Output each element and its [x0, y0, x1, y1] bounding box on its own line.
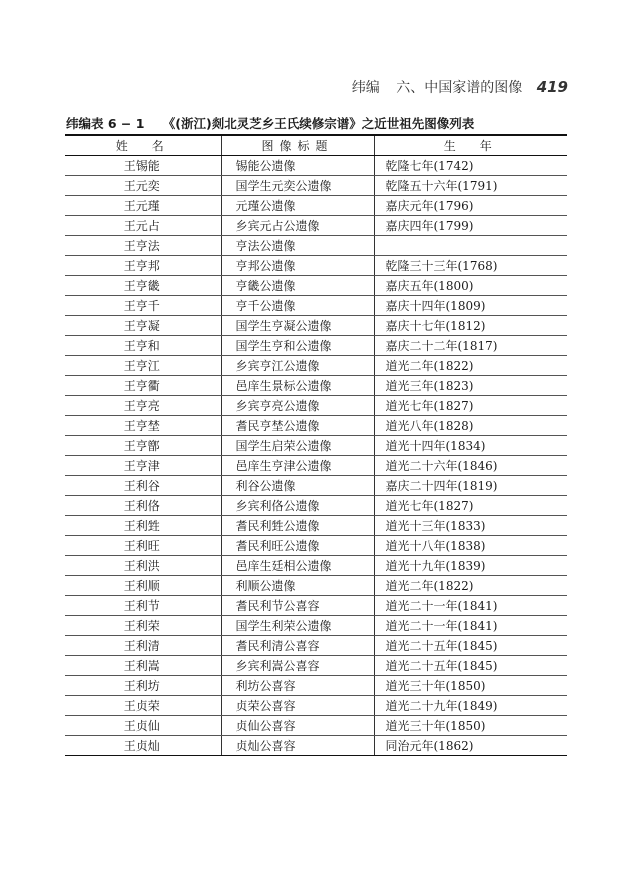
table-header-row [65, 135, 567, 156]
table-row [65, 176, 567, 196]
cell-portrait-title: 元瑾公遗像 [221, 196, 374, 216]
cell-portrait-title: 亨法公遗像 [221, 236, 374, 256]
running-header [352, 77, 568, 97]
cell-portrait-title: 乡宾利佫公遗像 [221, 496, 374, 516]
table-row [65, 596, 567, 616]
cell-name: 王利嵩 [65, 656, 221, 676]
table-row [65, 516, 567, 536]
cell-birth-year: 嘉庆十四年(1809) [374, 296, 567, 316]
table-row [65, 396, 567, 416]
cell-name: 王贞荣 [65, 696, 221, 716]
cell-birth-year [374, 236, 567, 256]
column-header-birth-year: 生 年 [374, 135, 567, 156]
cell-portrait-title: 亨畿公遗像 [221, 276, 374, 296]
cell-name: 王元奕 [65, 176, 221, 196]
cell-birth-year: 道光二十五年(1845) [374, 636, 567, 656]
cell-portrait-title: 贞仙公喜容 [221, 716, 374, 736]
table-number: 纬编表 6 − 1 [66, 116, 145, 131]
header-chapter: 六、中国家谱的图像 [396, 80, 523, 96]
cell-portrait-title: 乡宾元占公遗像 [221, 216, 374, 236]
page-number: 419 [536, 78, 568, 96]
cell-birth-year: 嘉庆二十四年(1819) [374, 476, 567, 496]
table-row [65, 556, 567, 576]
cell-birth-year: 道光二十六年(1846) [374, 456, 567, 476]
cell-birth-year: 道光二年(1822) [374, 356, 567, 376]
cell-name: 王利旺 [65, 536, 221, 556]
table-row [65, 736, 567, 756]
cell-portrait-title: 国学生启荣公遗像 [221, 436, 374, 456]
cell-name: 王利谷 [65, 476, 221, 496]
cell-birth-year: 道光二年(1822) [374, 576, 567, 596]
table-row [65, 216, 567, 236]
table-row [65, 256, 567, 276]
table-title: 《(浙江)剡北灵芝乡王氏续修宗谱》之近世祖先图像列表 [162, 116, 475, 131]
cell-birth-year: 道光二十一年(1841) [374, 616, 567, 636]
table-row [65, 536, 567, 556]
cell-portrait-title: 贞荣公喜容 [221, 696, 374, 716]
cell-birth-year: 乾隆七年(1742) [374, 156, 567, 176]
cell-name: 王亨凝 [65, 316, 221, 336]
table-row [65, 456, 567, 476]
table-row [65, 336, 567, 356]
table-row [65, 676, 567, 696]
cell-name: 王利佫 [65, 496, 221, 516]
table-row [65, 616, 567, 636]
cell-portrait-title: 利坊公喜容 [221, 676, 374, 696]
cell-birth-year: 嘉庆元年(1796) [374, 196, 567, 216]
cell-name: 王亨江 [65, 356, 221, 376]
cell-name: 王亨亮 [65, 396, 221, 416]
cell-name: 王亨畿 [65, 276, 221, 296]
cell-name: 王元占 [65, 216, 221, 236]
table-row [65, 196, 567, 216]
cell-portrait-title: 国学生亨凝公遗像 [221, 316, 374, 336]
column-header-portrait-title: 图像标题 [221, 135, 374, 156]
cell-birth-year: 同治元年(1862) [374, 736, 567, 756]
table-row [65, 376, 567, 396]
cell-birth-year: 嘉庆五年(1800) [374, 276, 567, 296]
cell-portrait-title: 耆民利旺公遗像 [221, 536, 374, 556]
cell-name: 王亨鄫 [65, 436, 221, 456]
cell-name: 王利洪 [65, 556, 221, 576]
table-row [65, 356, 567, 376]
cell-portrait-title: 亨千公遗像 [221, 296, 374, 316]
cell-name: 王利荣 [65, 616, 221, 636]
cell-portrait-title: 贞灿公喜容 [221, 736, 374, 756]
table-row [65, 436, 567, 456]
cell-name: 王亨衢 [65, 376, 221, 396]
cell-birth-year: 道光十八年(1838) [374, 536, 567, 556]
cell-name: 王利顺 [65, 576, 221, 596]
table-row [65, 696, 567, 716]
cell-portrait-title: 乡宾亨江公遗像 [221, 356, 374, 376]
cell-portrait-title: 利谷公遗像 [221, 476, 374, 496]
table-row [65, 236, 567, 256]
cell-birth-year: 乾隆三十三年(1768) [374, 256, 567, 276]
cell-birth-year: 嘉庆二十二年(1817) [374, 336, 567, 356]
cell-name: 王元瑾 [65, 196, 221, 216]
table-caption [66, 114, 474, 132]
table-row [65, 476, 567, 496]
cell-name: 王亨邦 [65, 256, 221, 276]
table-row [65, 716, 567, 736]
cell-birth-year: 道光十九年(1839) [374, 556, 567, 576]
cell-portrait-title: 邑庠生廷相公遗像 [221, 556, 374, 576]
table-row [65, 316, 567, 336]
ancestor-portrait-table [65, 134, 567, 756]
cell-birth-year: 道光三年(1823) [374, 376, 567, 396]
cell-birth-year: 道光十四年(1834) [374, 436, 567, 456]
cell-portrait-title: 乡宾亨亮公遗像 [221, 396, 374, 416]
cell-name: 王亨津 [65, 456, 221, 476]
cell-birth-year: 嘉庆十七年(1812) [374, 316, 567, 336]
cell-portrait-title: 国学生亨和公遗像 [221, 336, 374, 356]
cell-birth-year: 道光七年(1827) [374, 396, 567, 416]
header-section: 纬编 [351, 80, 380, 96]
cell-portrait-title: 亨邦公遗像 [221, 256, 374, 276]
cell-name: 王亨埜 [65, 416, 221, 436]
cell-name: 王贞灿 [65, 736, 221, 756]
cell-name: 王亨法 [65, 236, 221, 256]
cell-birth-year: 乾隆五十六年(1791) [374, 176, 567, 196]
cell-name: 王利节 [65, 596, 221, 616]
cell-birth-year: 道光十三年(1833) [374, 516, 567, 536]
table-row [65, 636, 567, 656]
cell-portrait-title: 邑庠生景标公遗像 [221, 376, 374, 396]
cell-portrait-title: 国学生元奕公遗像 [221, 176, 374, 196]
table-body [65, 156, 567, 756]
cell-birth-year: 道光八年(1828) [374, 416, 567, 436]
cell-portrait-title: 耆民利清公喜容 [221, 636, 374, 656]
cell-name: 王锡能 [65, 156, 221, 176]
cell-birth-year: 道光二十一年(1841) [374, 596, 567, 616]
cell-portrait-title: 锡能公遗像 [221, 156, 374, 176]
cell-birth-year: 道光二十九年(1849) [374, 696, 567, 716]
cell-portrait-title: 国学生利荣公遗像 [221, 616, 374, 636]
cell-portrait-title: 耆民亨埜公遗像 [221, 416, 374, 436]
table-row [65, 156, 567, 176]
cell-name: 王利坊 [65, 676, 221, 696]
table-row [65, 656, 567, 676]
cell-birth-year: 道光三十年(1850) [374, 676, 567, 696]
table-row [65, 296, 567, 316]
table-row [65, 416, 567, 436]
cell-name: 王利甡 [65, 516, 221, 536]
cell-birth-year: 道光七年(1827) [374, 496, 567, 516]
cell-birth-year: 嘉庆四年(1799) [374, 216, 567, 236]
cell-portrait-title: 乡宾利嵩公喜容 [221, 656, 374, 676]
cell-birth-year: 道光三十年(1850) [374, 716, 567, 736]
table-row [65, 576, 567, 596]
table-row [65, 276, 567, 296]
cell-name: 王贞仙 [65, 716, 221, 736]
cell-birth-year: 道光二十五年(1845) [374, 656, 567, 676]
cell-portrait-title: 耆民利节公喜容 [221, 596, 374, 616]
cell-name: 王亨和 [65, 336, 221, 356]
cell-name: 王亨千 [65, 296, 221, 316]
cell-name: 王利清 [65, 636, 221, 656]
cell-portrait-title: 利顺公遗像 [221, 576, 374, 596]
cell-portrait-title: 耆民利甡公遗像 [221, 516, 374, 536]
table-row [65, 496, 567, 516]
column-header-name: 姓 名 [65, 135, 221, 156]
cell-portrait-title: 邑庠生亨津公遗像 [221, 456, 374, 476]
